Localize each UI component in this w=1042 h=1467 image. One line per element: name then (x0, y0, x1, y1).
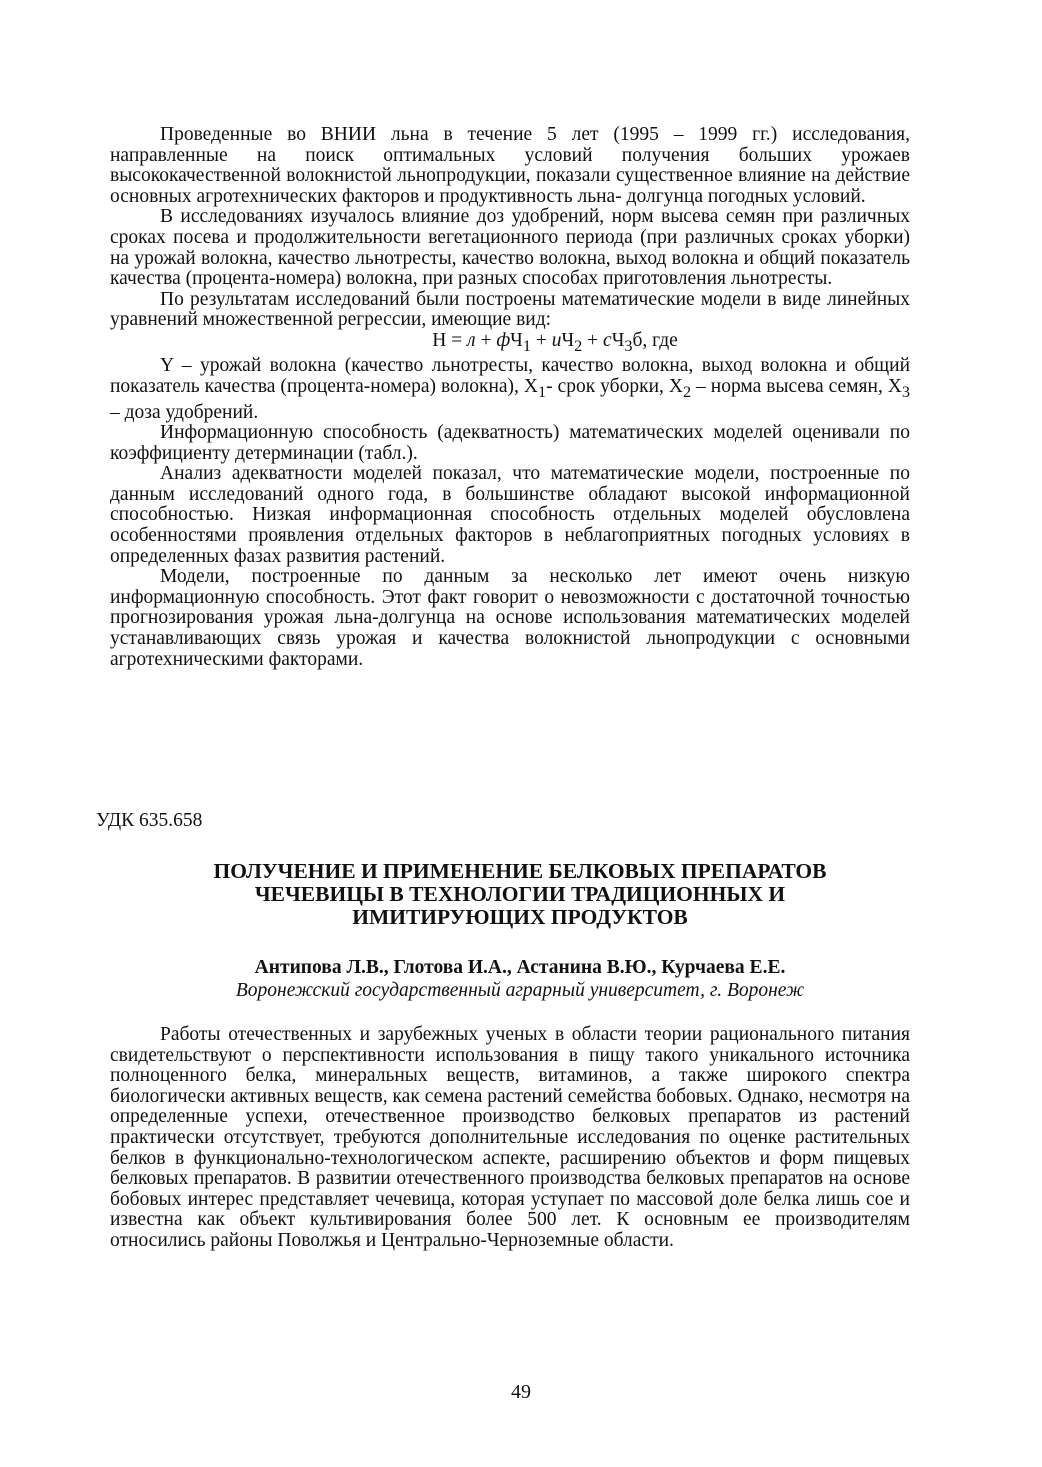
page-number: 49 (511, 1381, 531, 1403)
paragraph-research-scope: В исследованиях изучалось влияние доз удобрений, норм высева семян при различных сроках посева и продолжительности вегетационного периода (при различных сроках уборки) на урожай волокна, качество льнотресты, качество волокна, выход волокна и общий показатель качества (процента-номера) волокна, при разных способах приготовления льнотресты. (110, 206, 910, 290)
title-line: ЧЕЧЕВИЦЫ В ТЕХНОЛОГИИ ТРАДИЦИОННЫХ И (254, 882, 786, 906)
article-authors: Антипова Л.В., Глотова И.А., Астанина В.Ю., Курчаева Е.Е. (254, 957, 786, 978)
article-title (100, 860, 940, 929)
author-affiliation: Воронежский государственный аграрный университет, г. Воронеж (235, 980, 805, 1001)
title-line: ПОЛУЧЕНИЕ И ПРИМЕНЕНИЕ БЕЛКОВЫХ ПРЕПАРАТОВ (213, 859, 827, 883)
article-body (110, 1025, 910, 1252)
paragraph-body: Работы отечественных и зарубежных ученых в области теории рационального питания свидетельствуют о перспективности использования в пищу такого уникального источника полноценного белка, минеральных веществ, витаминов, а также широкого спектра биологически активных веществ, как семена растений семейства бобовых. Однако, несмотря на определенные успехи, отечественное производство белковых препаратов из растений практически отсутствует, требуются дополнительные исследования по оценке растительных белков в функционально-технологическом аспекте, расширению объектов и форм пищевых белковых препаратов. В развитии отечественного производства белковых препаратов на основе бобовых интерес представляет чечевица, которая уступает по массовой доле белка лишь сое и известна как объект культивирования более 500 лет. К основным ее производителям относились районы Поволжья и Центрально-Черноземные области. (110, 1024, 910, 1251)
regression-formula: $Н = л + фЧ_1 + иЧ_2 + сЧ_3б$, где (432, 329, 678, 355)
udc-code: УДК 635.658 (96, 810, 203, 831)
paragraph-models: По результатам исследований были построены математические модели в виде линейных уравнений множественной регрессии, имеющие вид: (110, 288, 910, 331)
title-line: ИМИТИРУЮЩИХ ПРОДУКТОВ (352, 905, 688, 929)
paragraph-analysis: Анализ адекватности моделей показал, что математические модели, построенные по данным исследований одного года, в большинстве обладают высокой информационной способностью. Низкая информационная способность отдельных моделей обусловлена особенностями проявления отдельных факторов в неблагоприятных погодных условиях в определенных фазах развития растений. (110, 463, 910, 567)
paragraph-conclusion: Модели, построенные по данным за несколько лет имеют очень низкую информационную способность. Этот факт говорит о невозможности с достаточной точностью прогнозирования урожая льна-долгунца на основе использования математических моделей устанавливающих связь урожая и качества волокнистой льнопродукции с основными агротехническими факторами. (110, 566, 910, 670)
paragraph-intro: Проведенные во ВНИИ льна в течение 5 лет (1995 – 1999 гг.) исследования, направленные на поиск оптимальных условий получения больших урожаев высококачественной волокнистой льнопродукции, показали существенное влияние на действие основных агротехнических факторов и продуктивность льна- долгунца погодных условий. (110, 124, 910, 207)
top-section (110, 125, 910, 670)
paragraph-adequacy: Информационную способность (адекватность) математических моделей оценивали по коэффициенту детерминации (табл.). (110, 422, 910, 464)
paragraph-variable-definitions: Y – урожай волокна (качество льнотресты, качество волокна, выход волокна и общий показатель качества (процента-номера) волокна), $X_1-$ срок уборки, $X_2$ – норма высева семян, $X_3$ – доза удобрений. (110, 355, 911, 423)
